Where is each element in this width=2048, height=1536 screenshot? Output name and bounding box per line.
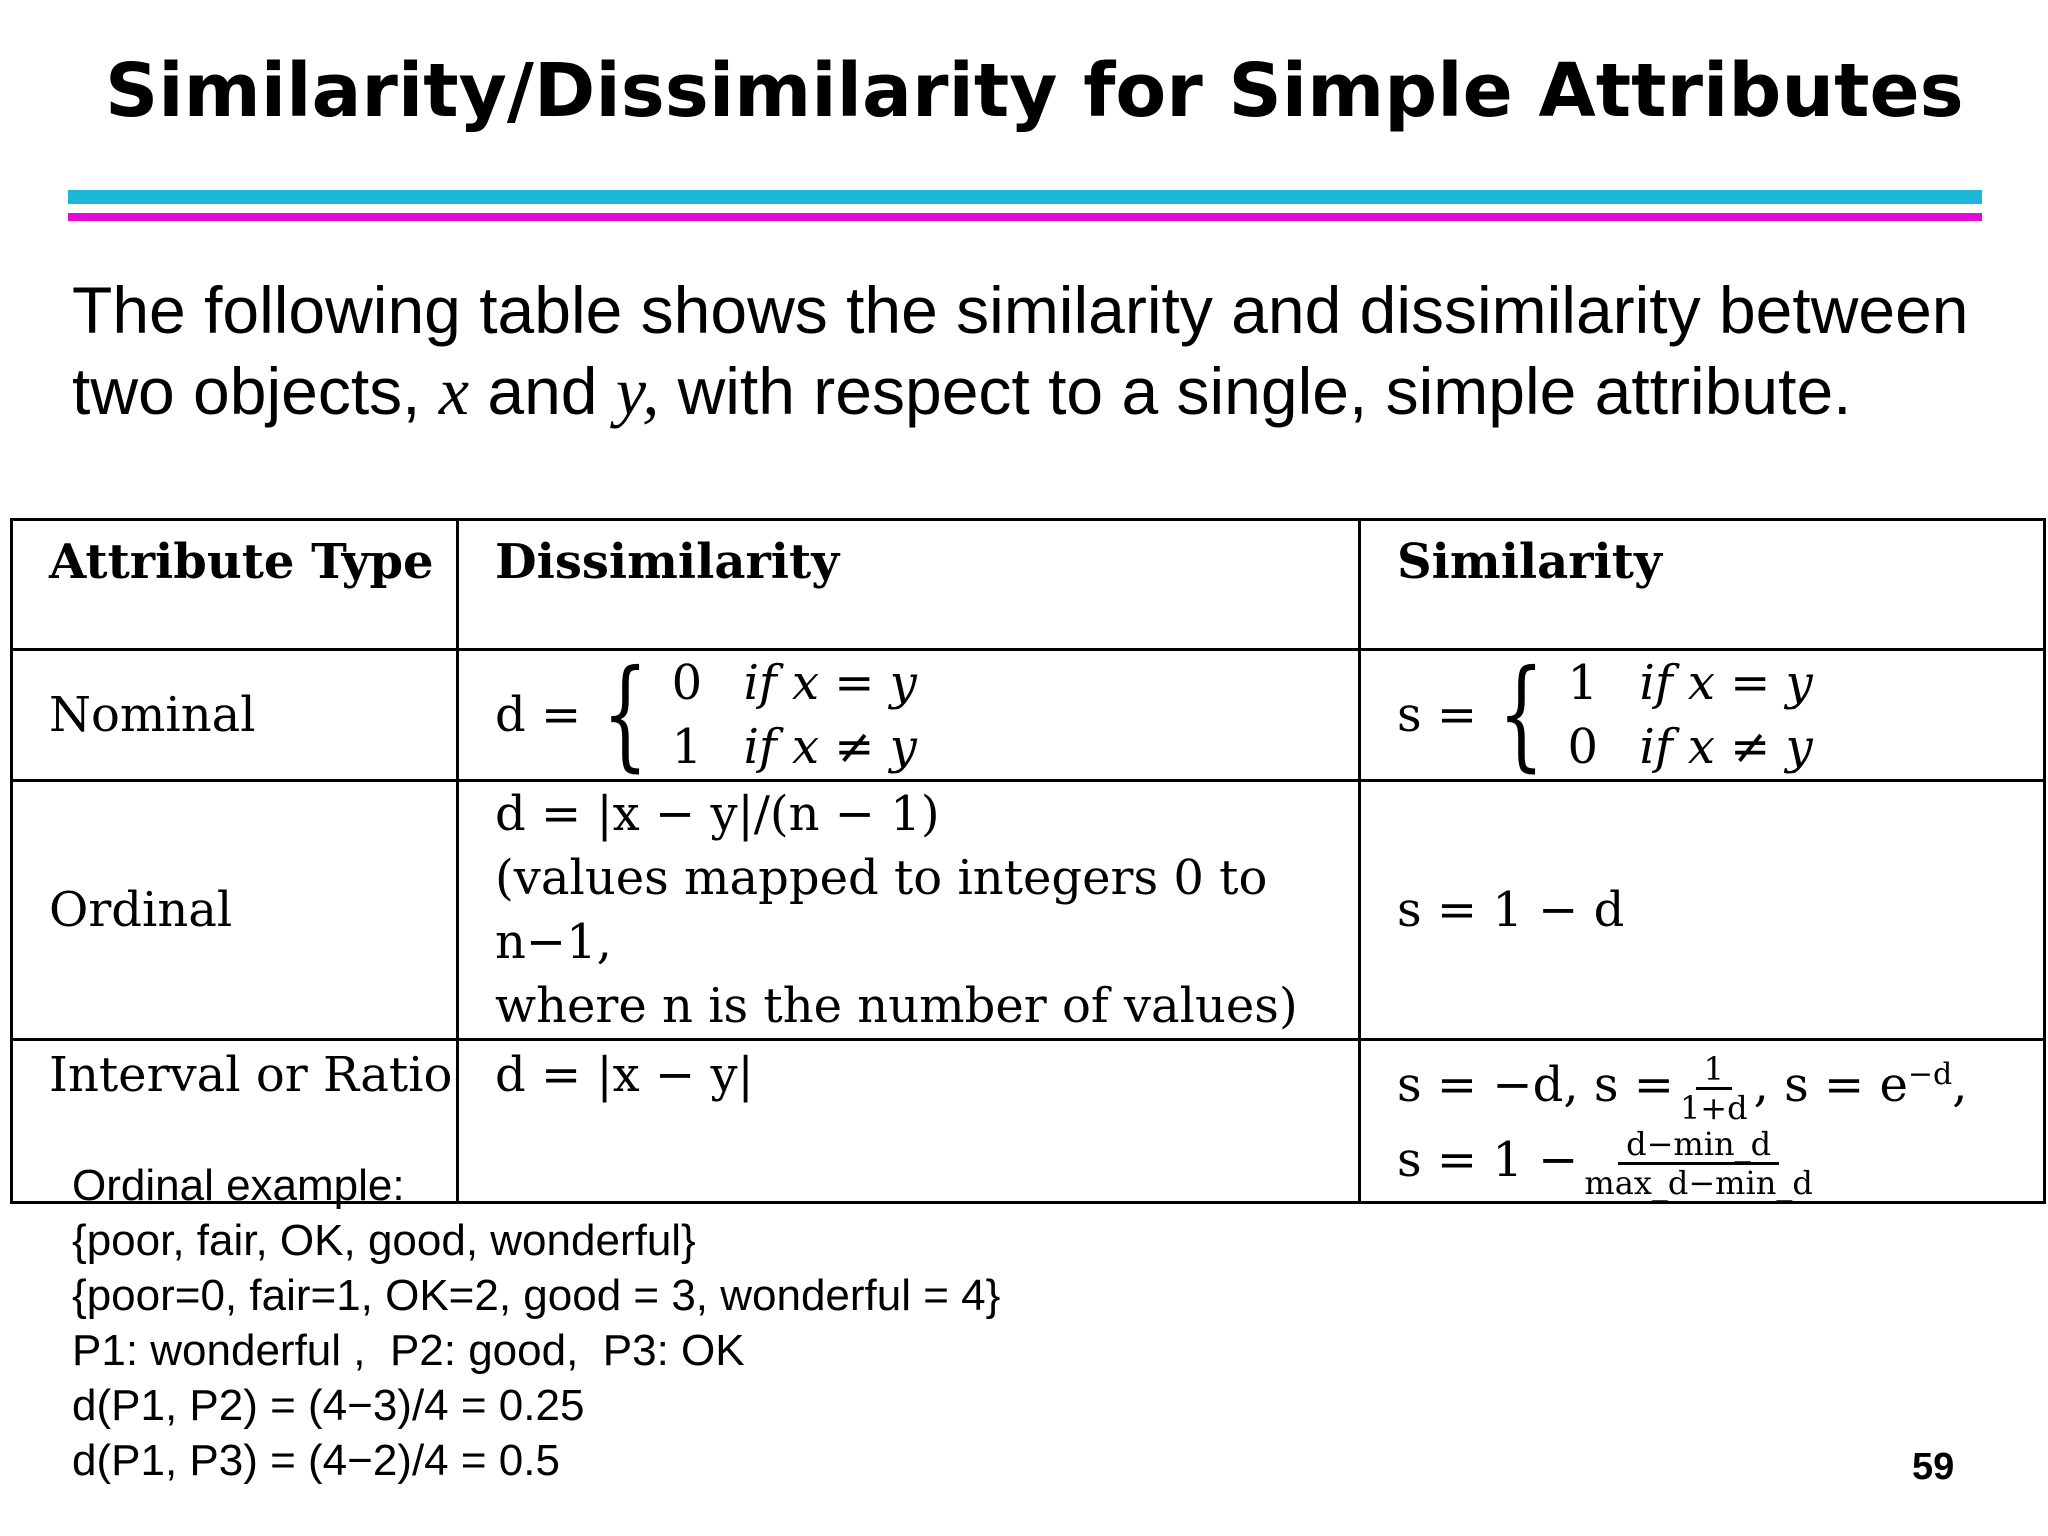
example-line-4: P1: wonderful , P2: good, P3: OK <box>72 1326 745 1375</box>
nominal-s-value-2: 0 <box>1567 719 1599 775</box>
nominal-s-cond-1: if x = y <box>1639 655 1813 711</box>
fraction-1-denominator: 1+d <box>1679 1089 1748 1127</box>
example-line-3: {poor=0, fair=1, OK=2, good = 3, wonderful = 4} <box>72 1271 1001 1320</box>
nominal-s-formula <box>1397 645 1813 784</box>
nominal-d-case-1 <box>672 651 917 715</box>
intro-text-2: and <box>469 354 616 428</box>
interval-dissimilarity: d = |x − y| <box>458 1040 1360 1203</box>
example-line-5: d(P1, P2) = (4−3)/4 = 0.25 <box>72 1381 585 1430</box>
nominal-s-cond-2: if x ≠ y <box>1639 719 1813 775</box>
fraction-1-numerator: 1 <box>1696 1051 1732 1090</box>
example-line-6: d(P1, P3) = (4−2)/4 = 0.5 <box>72 1436 560 1485</box>
interval-s-line-2 <box>1397 1126 2043 1201</box>
slide-title: Similarity/Dissimilarity for Simple Attributes <box>105 48 1964 134</box>
interval-s-part-1: s = −d, s = <box>1397 1057 1674 1113</box>
interval-s-exponent: −d <box>1907 1057 1953 1092</box>
left-brace-icon: { <box>1498 645 1545 784</box>
interval-s-line-1 <box>1397 1043 2043 1126</box>
header-dissimilarity: Dissimilarity <box>458 520 1360 650</box>
nominal-d-cond-2: if x ≠ y <box>743 719 917 775</box>
similarity-table <box>10 518 2046 1204</box>
interval-s-fraction-1 <box>1680 1051 1748 1126</box>
nominal-d-value-2: 1 <box>671 719 703 775</box>
ordinal-example <box>72 1158 1000 1488</box>
table-row-ordinal <box>12 781 2045 1040</box>
fraction-2-denominator: max_d−min_d <box>1584 1164 1813 1202</box>
nominal-d-cases <box>672 651 917 779</box>
row-type-interval: Interval or Ratio <box>12 1040 458 1203</box>
row-type-ordinal: Ordinal <box>12 781 458 1040</box>
nominal-s-value-1: 1 <box>1567 655 1599 711</box>
nominal-d-cond-1: if x = y <box>743 655 917 711</box>
title-rule-cyan <box>68 190 1982 204</box>
interval-s-line-2-lhs: s = 1 − <box>1397 1132 1579 1188</box>
nominal-dissimilarity <box>458 645 1360 784</box>
nominal-similarity <box>1360 645 2045 784</box>
ordinal-dissimilarity <box>458 781 1360 1040</box>
interval-s-fraction-2 <box>1584 1126 1812 1201</box>
header-similarity: Similarity <box>1360 520 2045 650</box>
example-line-2: {poor, fair, OK, good, wonderful} <box>72 1216 696 1265</box>
title-rule-magenta <box>68 213 1982 221</box>
nominal-d-lhs: d = <box>495 687 582 743</box>
example-line-1: Ordinal example: <box>72 1161 405 1210</box>
ordinal-d-line-1: d = |x − y|/(n − 1) <box>495 786 940 842</box>
interval-s-part-2: , s = e <box>1753 1057 1908 1113</box>
ordinal-d-line-3: where n is the number of values) <box>495 978 1298 1034</box>
interval-similarity <box>1360 1040 2045 1203</box>
nominal-d-value-1: 0 <box>671 655 703 711</box>
table-row-nominal <box>12 650 2045 781</box>
left-brace-icon: { <box>602 645 649 784</box>
nominal-s-lhs: s = <box>1397 687 1478 743</box>
var-y: y, <box>615 353 660 429</box>
row-type-nominal: Nominal <box>12 650 458 781</box>
nominal-d-case-2 <box>672 715 917 779</box>
nominal-s-case-1 <box>1567 651 1812 715</box>
nominal-s-case-2 <box>1567 715 1812 779</box>
intro-text-1: The following table shows the similarity and dissimilarity between two objects, <box>72 273 1969 428</box>
page-number: 59 <box>1912 1446 1955 1488</box>
interval-s-part-3: , <box>1952 1057 1968 1113</box>
header-attribute-type: Attribute Type <box>12 520 458 650</box>
ordinal-d-line-2: (values mapped to integers 0 to n−1, <box>495 850 1268 970</box>
nominal-d-formula <box>495 645 917 784</box>
var-x: x <box>438 353 470 429</box>
nominal-s-cases <box>1567 651 1812 779</box>
intro-paragraph <box>72 270 1992 432</box>
fraction-2-numerator: d−min_d <box>1618 1126 1779 1165</box>
intro-text-3: with respect to a single, simple attribute. <box>659 354 1852 428</box>
table-header-row <box>12 520 2045 650</box>
ordinal-similarity: s = 1 − d <box>1360 781 2045 1040</box>
